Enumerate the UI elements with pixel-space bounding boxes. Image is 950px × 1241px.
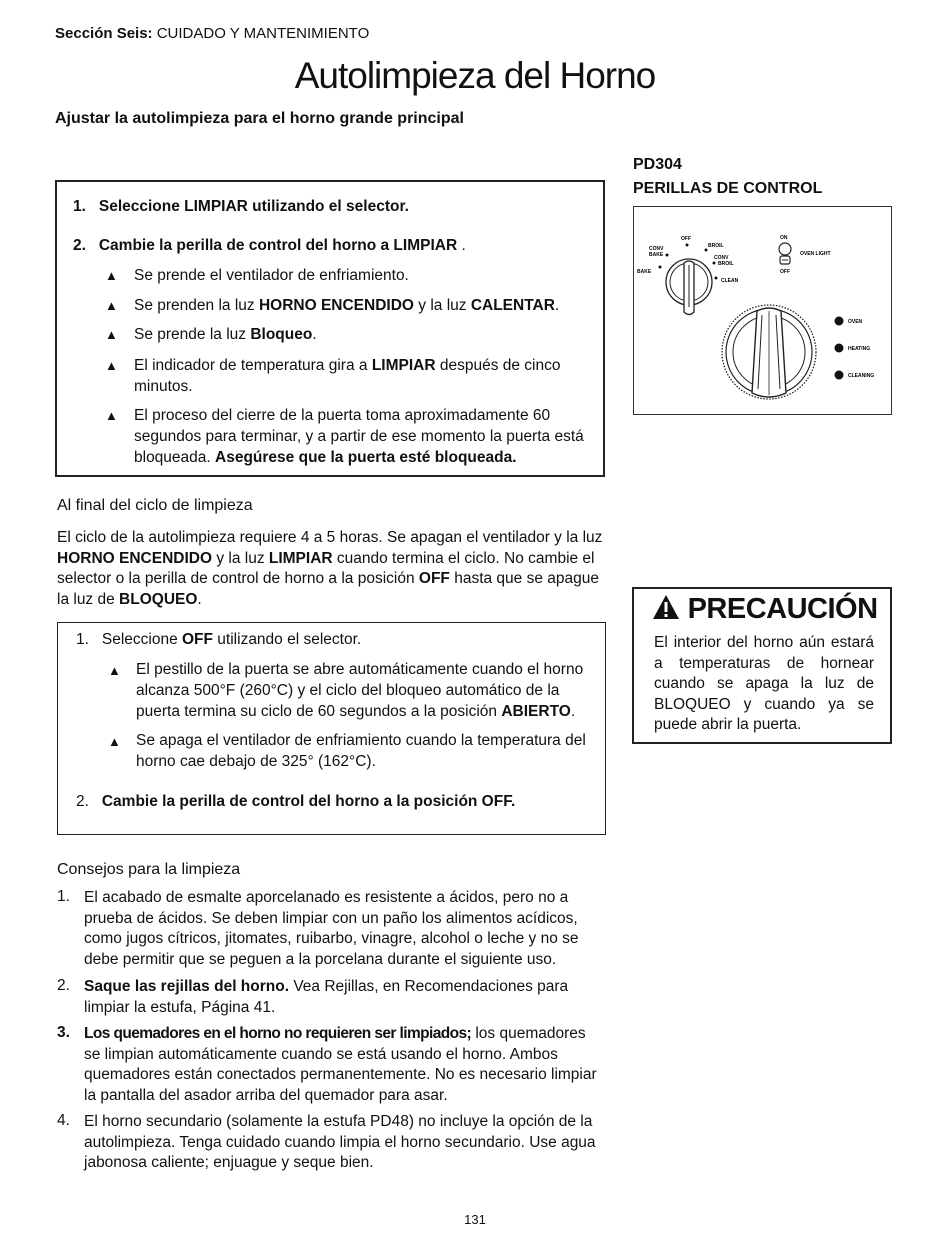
- caution-title: PRECAUCIÓN: [652, 593, 878, 626]
- section-label: Sección Seis:: [55, 25, 153, 42]
- steps-box: [55, 180, 605, 477]
- indicator-label: OVEN: [848, 319, 863, 325]
- tip-3: Los quemadores en el horno no requieren ser limpiados; los quemadores se limpian automáticamente cuando se está usando el horno. Ambos quemadores están conectados permanentemente. No es necesario limpiar la pantalla del asador arriba del quemador para asar.: [84, 1025, 597, 1104]
- triangle-bullet-icon: ▲: [105, 358, 118, 373]
- knob-label-off: OFF: [681, 236, 691, 242]
- end-steps-box: [57, 622, 606, 835]
- triangle-bullet-icon: ▲: [105, 408, 118, 423]
- tip-number: 1.: [57, 888, 70, 905]
- indicator-cleaning: [835, 371, 844, 380]
- indicator-oven: [835, 317, 844, 326]
- bullet-text: El pestillo de la puerta se abre automáticamente cuando el horno alcanza 500°F (260°C) y el ciclo del bloqueo automático de la puerta termina su ciclo de 60 segundos a la posición ABIERTO.: [136, 661, 584, 720]
- tip-number: 4.: [57, 1112, 70, 1129]
- page-number: 131: [464, 1212, 486, 1227]
- tip-number: 2.: [57, 977, 70, 994]
- bullet-text: Se apaga el ventilador de enfriamiento cuando la temperatura del horno cae debajo de 325° (162°C).: [136, 732, 586, 770]
- bullet-text: Se prenden la luz HORNO ENCENDIDO y la luz CALENTAR.: [134, 297, 560, 314]
- triangle-bullet-icon: ▲: [105, 298, 118, 313]
- end-cycle-paragraph: El ciclo de la autolimpieza requiere 4 a 5 horas. Se apagan el ventilador y la luz HORNO ENCENDIDO y la luz LIMPIAR cuando termina el ciclo. No cambie el selector o la perilla de control de horno a la posición OFF hasta que se apague la luz de BLOQUEO.: [57, 529, 603, 608]
- knob-label-broil2: BROIL: [718, 261, 734, 267]
- subtitle: Ajustar la autolimpieza para el horno grande principal: [55, 110, 464, 127]
- knob-label-conv2: CONV: [714, 255, 729, 261]
- panel-label: PERILLAS DE CONTROL: [633, 180, 823, 197]
- bullet-text: El indicador de temperatura gira a LIMPIAR después de cinco minutos.: [134, 357, 561, 395]
- triangle-bullet-icon: ▲: [108, 663, 121, 678]
- selector-knob: [659, 244, 718, 315]
- control-panel-diagram: [633, 206, 892, 415]
- bullet-text: Se prende el ventilador de enfriamiento.: [134, 267, 409, 284]
- caution-text: El interior del horno aún estará a temperaturas de hornear cuando se apaga la luz de BLOQUEO y cuando ya se puede abrir la puerta.: [654, 634, 874, 733]
- tip-1: El acabado de esmalte aporcelanado es resistente a ácidos, pero no a prueba de ácidos. Se deben limpiar con un paño los alimentos acídicos, como jugos cítricos, jitomates, ruibarbo, vinagre, alcohol o leche y no se debe permitir que se peguen a la porcelana durante el siguiente uso.: [84, 889, 579, 968]
- step-1: 1. Seleccione LIMPIAR utilizando el selector.: [73, 198, 409, 215]
- triangle-bullet-icon: ▲: [105, 327, 118, 342]
- tip-2: Saque las rejillas del horno. Vea Rejillas, en Recomendaciones para limpiar la estufa, Página 41.: [84, 978, 569, 1016]
- indicator-label: HEATING: [848, 346, 871, 352]
- knob-label-clean: CLEAN: [721, 278, 739, 284]
- indicator-heating: [835, 344, 844, 353]
- control-panel-svg: [634, 207, 890, 413]
- step-2: 2. Cambie la perilla de control del horno a LIMPIAR .: [73, 237, 466, 254]
- tips-heading: Consejos para la limpieza: [57, 861, 241, 878]
- warning-icon: [652, 594, 680, 620]
- temperature-knob: [722, 305, 816, 399]
- knob-label-bake: BAKE: [637, 269, 652, 275]
- tip-number: 3.: [57, 1024, 70, 1041]
- switch-on-label: ON: [780, 235, 788, 241]
- indicator-label: CLEANING: [848, 373, 875, 379]
- tip-4: El horno secundario (solamente la estufa PD48) no incluye la opción de la autolimpieza. Tenga cuidado cuando limpia el horno secundario. Use agua jabonosa caliente; enjuague y seque bien.: [84, 1113, 596, 1171]
- section-name: CUIDADO Y MANTENIMIENTO: [156, 25, 370, 42]
- end-step-2: 2. Cambie la perilla de control del horno a la posición OFF.: [76, 793, 516, 810]
- switch-off-label: OFF: [780, 269, 790, 275]
- end-step-1: 1. Seleccione OFF utilizando el selector.: [76, 631, 362, 648]
- bullet-text: El proceso del cierre de la puerta toma aproximadamente 60 segundos para terminar, y a partir de ese momento la puerta está bloqueada. Asegúrese que la puerta esté bloqueada.: [134, 407, 584, 466]
- section-header: [55, 25, 369, 42]
- model-number: PD304: [633, 156, 682, 173]
- bullet-text: Se prende la luz Bloqueo.: [134, 326, 317, 343]
- knob-label-broil: BROIL: [708, 243, 724, 249]
- knob-label-conv: CONV: [649, 246, 664, 252]
- oven-light-switch: [779, 243, 791, 264]
- switch-oven-light-label: OVEN LIGHT: [800, 251, 831, 257]
- end-cycle-heading: Al final del ciclo de limpieza: [57, 497, 253, 514]
- page-title: Autolimpieza del Horno: [294, 55, 656, 96]
- caution-box: [632, 587, 892, 744]
- triangle-bullet-icon: ▲: [105, 268, 118, 283]
- triangle-bullet-icon: ▲: [108, 734, 121, 749]
- knob-label-bake-sub: BAKE: [649, 252, 664, 258]
